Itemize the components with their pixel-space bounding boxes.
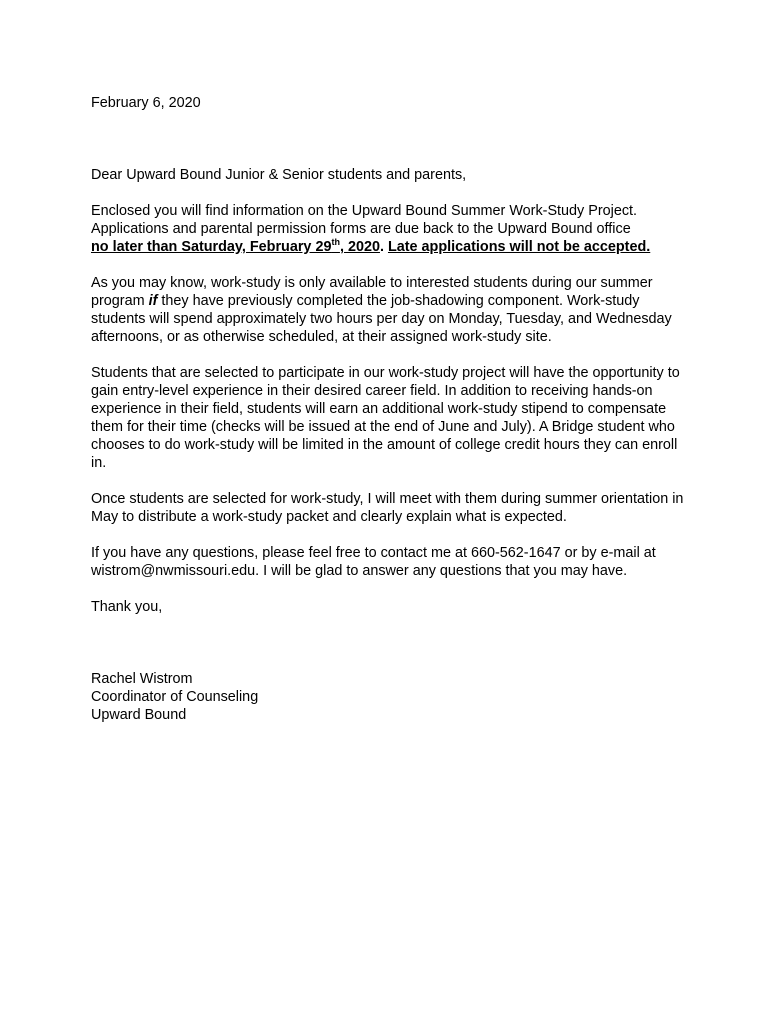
signer-title: Coordinator of Counseling: [91, 689, 259, 705]
deadline-year: , 2020: [339, 239, 380, 255]
letter-date: February 6, 2020: [91, 95, 201, 111]
paragraph-work-study-availability: [91, 274, 691, 346]
signer-organization: Upward Bound: [91, 707, 187, 723]
closing: Thank you,: [91, 599, 163, 615]
if-emphasis: if: [148, 293, 158, 309]
paragraph-selected-students: Students that are selected to participate in our work-study project will have the opportunity to gain entry-level experience in their desired career field. In addition to receiving hands-on experience in their field, students will earn an additional work-study stipend to compensate them for their time (checks will be issued at the end of June and July). A Bridge student who chooses to do work-study will be limited in the amount of college credit hours they can enroll in.: [91, 365, 680, 471]
p1-line2: Applications and parental permission forms are due back to the Upward Bound office: [91, 221, 631, 237]
signature-space: [91, 616, 691, 670]
p2-part1: As you may know, work-study is only available to interested students during our summer program: [91, 275, 653, 309]
letter-page: [91, 94, 691, 724]
deadline-period: .: [379, 239, 384, 255]
paragraph-orientation: Once students are selected for work-study, I will meet with them during summer orientation in May to distribute a work-study packet and clearly explain what is expected.: [91, 491, 684, 525]
salutation: Dear Upward Bound Junior & Senior students and parents,: [91, 167, 467, 183]
signature-block: [91, 670, 691, 724]
paragraph-contact: If you have any questions, please feel free to contact me at 660-562-1647 or by e-mail at wistrom@nwmissouri.edu. I will be glad to answer any questions that you may have.: [91, 545, 656, 579]
deadline-ordinal: th: [331, 237, 340, 248]
deadline-date: no later than Saturday, February 29: [91, 239, 332, 255]
signer-name: Rachel Wistrom: [91, 671, 193, 687]
deadline-text: [91, 239, 380, 255]
p2-part2: they have previously completed the job-shadowing component. Work-study students will spend approximately two hours per day on Monday, Tuesday, and Wednesday afternoons, or as otherwise scheduled, at their assigned work-study site.: [91, 293, 672, 345]
paragraph-enclosed-info: [91, 202, 691, 256]
late-notice: Late applications will not be accepted.: [387, 239, 651, 255]
p1-line1: Enclosed you will find information on the Upward Bound Summer Work-Study Project.: [91, 203, 638, 219]
